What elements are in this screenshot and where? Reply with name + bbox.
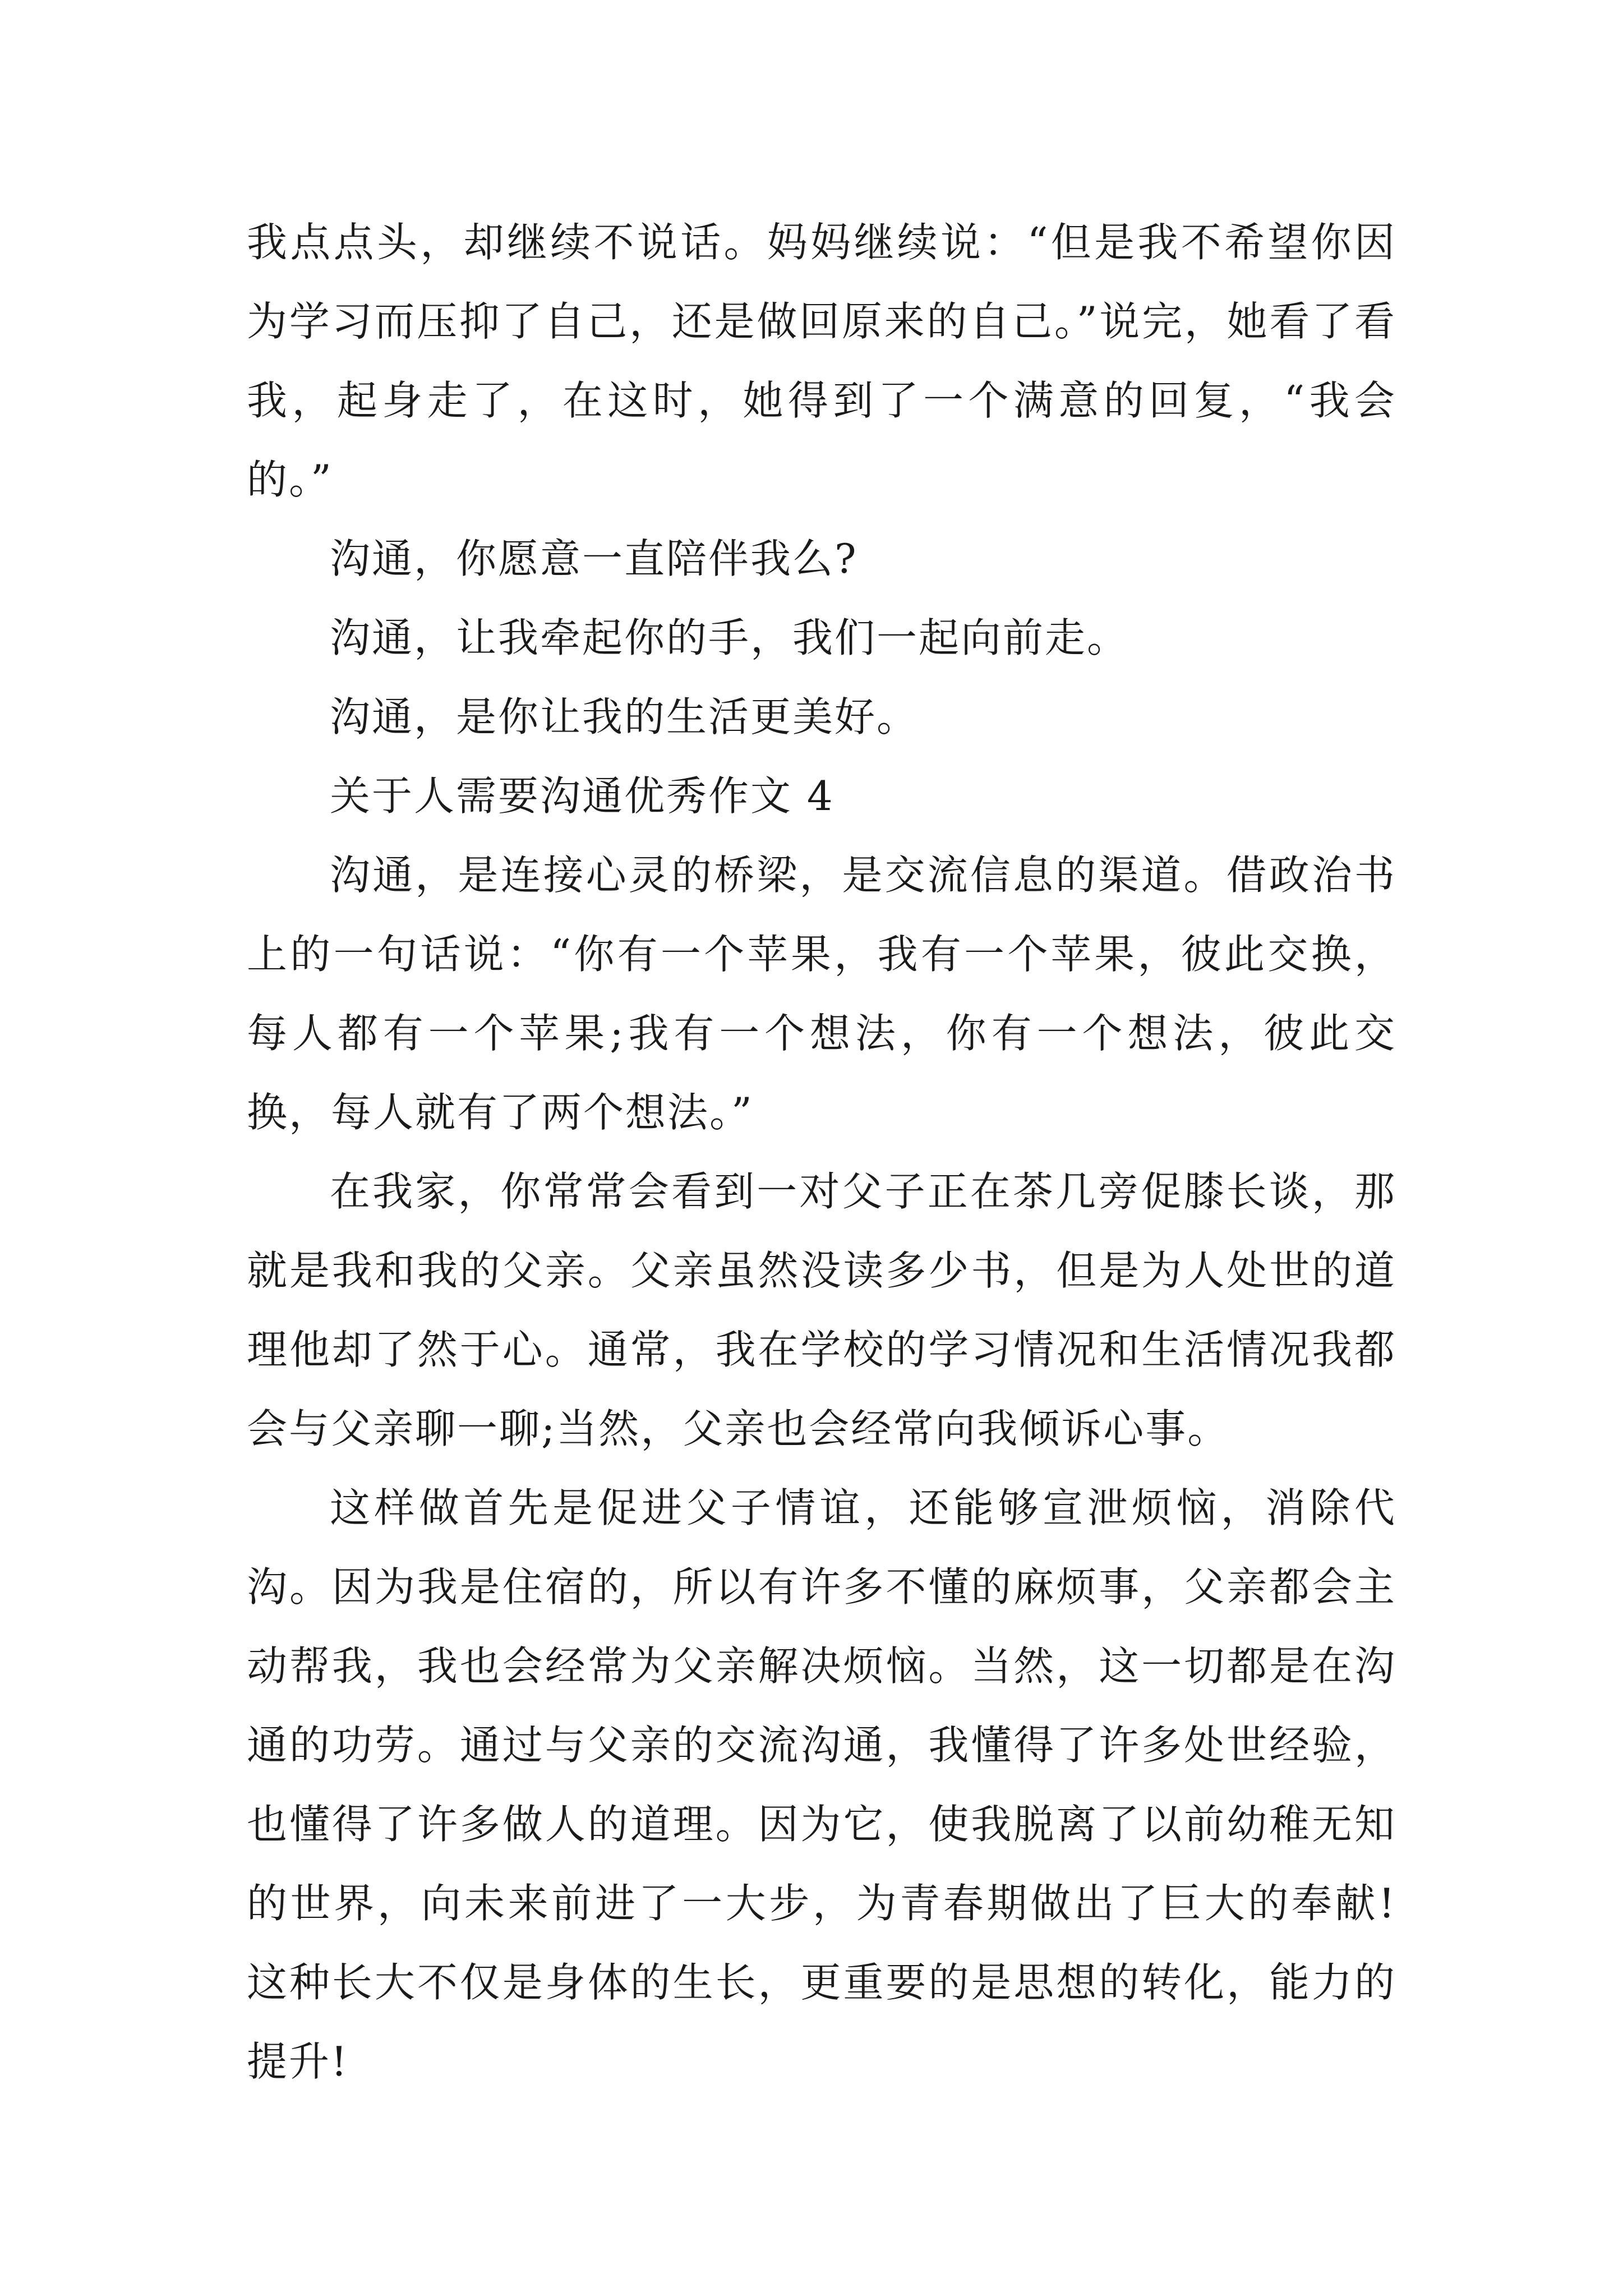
document-body [247,203,1396,2101]
paragraph: 这样做首先是促进父子情谊，还能够宣泄烦恼，消除代沟。因为我是住宿的，所以有许多不懂的麻烦事，父亲都会主动帮我，我也会经常为父亲解决烦恼。当然，这一切都是在沟通的功劳。通过与父亲的交流沟通，我懂得了许多处世经验，也懂得了许多做人的道理。因为它，使我脱离了以前幼稚无知的世界，向未来前进了一大步，为青春期做出了巨大的奉献!这种长大不仅是身体的生长，更重要的是思想的转化，能力的提升! [247,1484,1396,2085]
paragraph: 沟通，你愿意一直陪伴我么? [330,535,858,582]
paragraph: 我点点头，却继续不说话。妈妈继续说：“但是我不希望你因为学习而压抑了自己，还是做回原来的自己。”说完，她看了看我，起身走了，在这时，她得到了一个满意的回复，“我会的。” [247,219,1396,503]
paragraph: 在我家，你常常会看到一对父子正在茶几旁促膝长谈，那就是我和我的父亲。父亲虽然没读多少书，但是为人处世的道理他却了然于心。通常，我在学校的学习情况和生活情况我都会与父亲聊一聊;当然，父亲也会经常向我倾诉心事。 [247,1168,1396,1452]
paragraph: 沟通，是你让我的生活更美好。 [330,693,919,740]
paragraph: 沟通，是连接心灵的桥梁，是交流信息的渠道。借政治书上的一句话说：“你有一个苹果，我有一个苹果，彼此交换，每人都有一个苹果;我有一个想法，你有一个想法，彼此交换，每人就有了两个想法。” [247,852,1396,1136]
paragraph: 沟通，让我牵起你的手，我们一起向前走。 [330,614,1129,661]
section-title: 关于人需要沟通优秀作文 4 [330,772,834,820]
